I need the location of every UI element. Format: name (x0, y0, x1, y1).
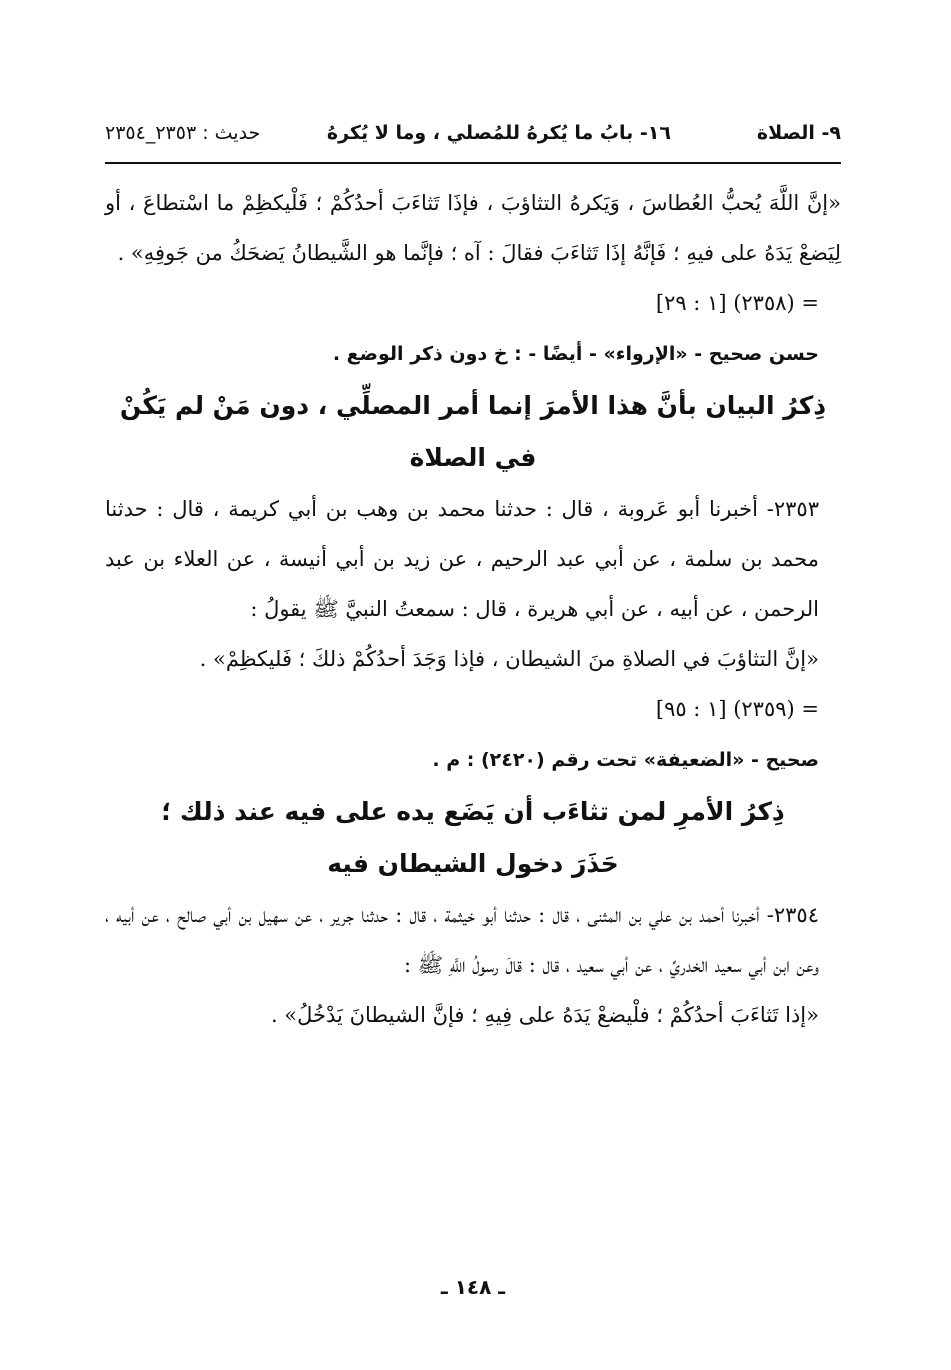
hadith-text-continued: «إنَّ اللَّهَ يُحبُّ العُطاسَ ، وَيَكرهُ التثاؤبَ ، فإذَا تَثاءَبَ أحدُكُمْ ؛ فَلْيكظِمْ ما اسْتطاعَ ، أو لِيَضعْ يَدَهُ على فيهِ ؛ فَإنَّهُ إذَا تَثاءَبَ فقالَ : آه ؛ فإنَّما هو الشَّيطانُ يَضحَكُ من جَوفِهِ» . (105, 191, 841, 265)
chapter-title: ١٦- بابُ ما يُكرهُ للمُصلي ، وما لا يُكرهُ (326, 122, 671, 144)
chapter-heading-line: ذِكرُ البيان بأنَّ هذا الأمرَ إنما أمر المصلِّي ، دون مَنْ لم يَكُنْ (119, 391, 827, 420)
hadith-isnad: ٢٣٥٣- أخبرنا أبو عَروبة ، قال : حدثنا محمد بن وهب بن أبي كريمة ، قال : حدثنا محمد بن سلمة ، عن أبي عبد الرحيم ، عن زيد بن أبي أنيسة ، عن العلاء بن عبد الرحمن ، عن أبيه ، عن أبي هريرة ، قال : سمعتُ النبيَّ ﷺ يقولُ : (105, 497, 819, 621)
chapter-heading-line: حَذَرَ دخول الشيطان فيه (327, 849, 619, 878)
hadith-matn: «إذا تَثاءَبَ أحدُكُمْ ؛ فلْيضعْ يَدَهُ على فِيهِ ؛ فإنَّ الشيطانَ يَدْخُلُ» . (270, 1003, 819, 1027)
hadith-grading: صحيح - «الضعيفة» تحت رقم (٢٤٢٠) : م . (432, 749, 819, 771)
cross-reference: = (٢٣٥٨) [١ : ٢٩] (655, 291, 819, 315)
hadith-range: حديث : ٢٣٥٣_٢٣٥٤ (105, 122, 261, 144)
book-section: ٩- الصلاة (756, 122, 841, 144)
page-number: ـ ١٤٨ ـ (440, 1275, 506, 1299)
hadith-grading: حسن صحيح - «الإرواء» - أيضًا - : خ دون ذكر الوضع . (332, 343, 819, 365)
chapter-heading-line: ذِكرُ الأمرِ لمن تثاءَب أن يَضَع يده على فيه عند ذلك ؛ (161, 797, 785, 826)
chapter-heading-line: في الصلاة (409, 443, 537, 472)
cross-reference: = (٢٣٥٩) [١ : ٩٥] (655, 697, 819, 721)
hadith-isnad: ٢٣٥٤- أخبرنا أحمد بن علي بن المثنى ، قال : حدثنا أبو خيثمة ، قال : حدثنا جرير ، عن سهيل بن أبي صالح ، عن أبيه ، وعن ابن أبي سعيد الخدريِّ ، عن أبي سعيد ، قال : قالَ رسولُ اللَّهِ ﷺ : (105, 903, 819, 977)
book-page (105, 118, 841, 1370)
running-header (105, 118, 841, 164)
hadith-matn: «إنَّ التثاؤبَ في الصلاةِ منَ الشيطان ، فإذا وَجَدَ أحدُكُمْ ذلكَ ؛ فَليكظِمْ» . (199, 647, 819, 671)
